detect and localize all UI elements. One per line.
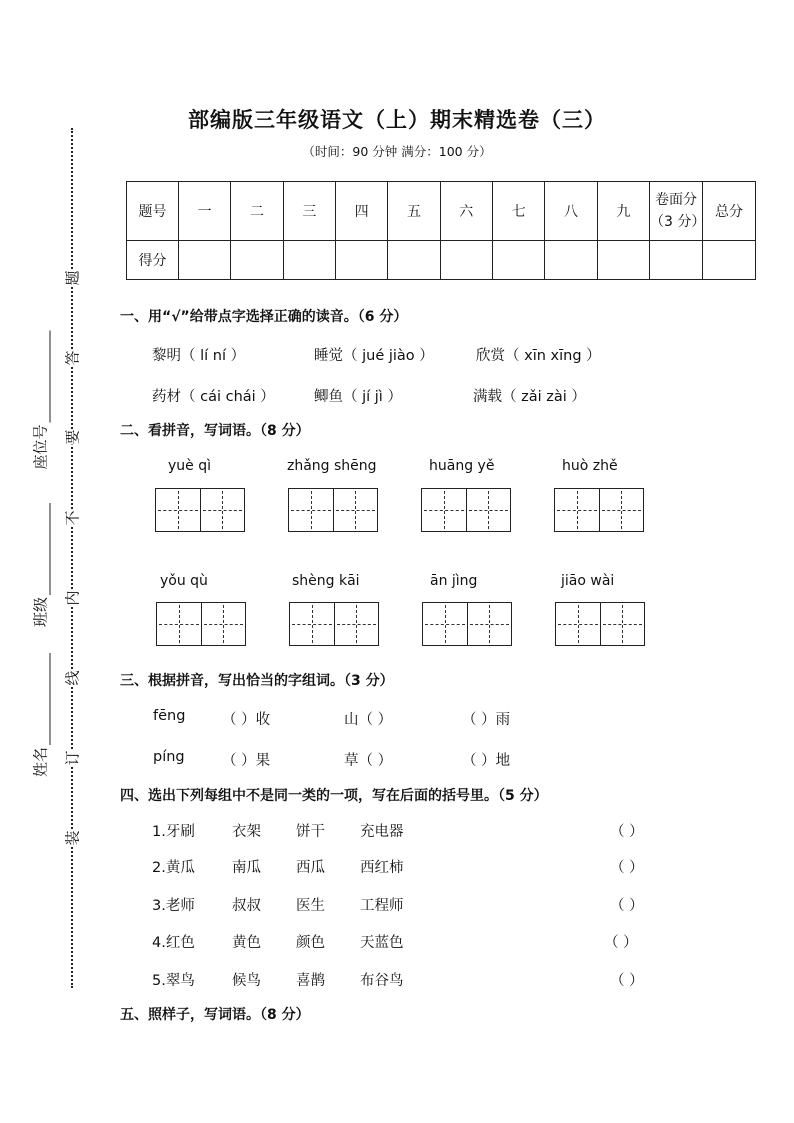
pinyin-word-3: huāng yě [429,458,495,474]
s4-r4-answer[interactable]: （ ） [604,935,638,951]
question-number-label: 题号 [127,182,179,241]
s3-row1-blank-1[interactable]: （ ）收 [222,712,271,728]
score-cell-8[interactable] [545,241,597,280]
s3-row1-pinyin: fēng [153,708,186,724]
s1-item-4: 药材（ cái chái ） [152,389,275,405]
score-cell-1[interactable] [179,241,231,280]
s4-r1-word-4: 充电器 [360,824,404,840]
col-4: 四 [335,182,387,241]
seat-number-field[interactable] [30,330,51,469]
s4-r4-word-4: 天蓝色 [360,935,404,951]
col-5: 五 [388,182,440,241]
s4-r3-word-3: 医生 [296,898,325,914]
score-cell-6[interactable] [440,241,492,280]
s4-r4-word-2: 黄色 [232,935,261,951]
s1-item-5: 鲫鱼（ jí jì ） [314,389,402,405]
section-4-heading: 四、选出下列每组中不是同一类的一项，写在后面的括号里。（5 分） [120,788,548,804]
section-5-heading: 五、照样子，写词语。（8 分） [120,1007,310,1023]
writing-grid-7[interactable] [422,602,512,646]
score-table [126,181,756,280]
writing-grid-4[interactable] [554,488,644,532]
pinyin-word-2: zhǎng shēng [287,458,377,474]
score-cell-total[interactable] [703,241,756,280]
seal-char-7: 订 [60,750,85,765]
seal-char-2: 答 [60,350,85,365]
seal-char-4: 不 [60,510,85,525]
s4-r3-word-4: 工程师 [360,898,404,914]
writing-grid-1[interactable] [155,488,245,532]
pinyin-word-6: shèng kāi [292,573,360,589]
page-title: 部编版三年级语文（上）期末精选卷（三） [188,107,606,132]
name-label: 姓名 [31,746,50,778]
col-3: 三 [283,182,335,241]
s3-row2-pinyin: píng [153,749,185,765]
s4-r5-word-1: 5.翠鸟 [152,973,195,989]
neatness-points: （3 分） [650,214,706,230]
seal-char-6: 线 [60,670,85,685]
col-2: 二 [231,182,283,241]
seat-number-label: 座位号 [31,424,50,470]
s4-r2-word-2: 南瓜 [232,860,261,876]
score-cell-9[interactable] [597,241,649,280]
score-cell-2[interactable] [231,241,283,280]
section-2-heading: 二、看拼音，写词语。（8 分） [120,423,310,439]
neatness-score-header [650,182,706,241]
s4-r5-word-3: 喜鹊 [296,973,325,989]
writing-grid-8[interactable] [555,602,645,646]
writing-grid-6[interactable] [289,602,379,646]
s1-item-3: 欣赏（ xīn xīng ） [476,348,601,364]
pinyin-word-8: jiāo wài [561,573,615,589]
s4-r5-word-4: 布谷鸟 [360,973,404,989]
s1-item-1: 黎明（ lí ní ） [152,348,246,364]
s3-row1-blank-2[interactable]: 山（ ） [344,712,393,728]
score-cell-neatness[interactable] [650,241,703,280]
writing-grid-3[interactable] [421,488,511,532]
col-9: 九 [597,182,649,241]
class-label: 班级 [31,596,50,628]
s3-row2-blank-1[interactable]: （ ）果 [222,753,271,769]
s4-r1-word-2: 衣架 [232,824,261,840]
s4-r5-word-2: 候鸟 [232,973,261,989]
s4-r3-word-2: 叔叔 [232,898,261,914]
s4-r2-word-4: 西红柿 [360,860,404,876]
name-field[interactable] [30,653,51,777]
section-3-heading: 三、根据拼音，写出恰当的字组词。（3 分） [120,673,394,689]
score-table-score-row [127,241,756,280]
col-8: 八 [545,182,597,241]
s3-row2-blank-3[interactable]: （ ）地 [462,753,511,769]
s4-r4-word-1: 4.红色 [152,935,195,951]
s3-row1-blank-3[interactable]: （ ）雨 [462,712,511,728]
s4-r1-word-1: 1.牙刷 [152,824,195,840]
writing-grid-5[interactable] [156,602,246,646]
section-1-heading: 一、用“√”给带点字选择正确的读音。（6 分） [120,309,408,325]
seal-char-8: 装 [60,830,85,845]
score-cell-4[interactable] [335,241,387,280]
pinyin-word-7: ān jìng [430,573,478,589]
s4-r3-answer[interactable]: （ ） [610,898,644,914]
score-table-header-row [127,182,756,241]
score-cell-5[interactable] [388,241,440,280]
s4-r5-answer[interactable]: （ ） [610,973,644,989]
score-cell-7[interactable] [492,241,544,280]
score-cell-3[interactable] [283,241,335,280]
s4-r3-word-1: 3.老师 [152,898,195,914]
s1-item-6: 满载（ zǎi zài ） [473,389,586,405]
seal-char-1: 题 [60,270,85,285]
s4-r4-word-3: 颜色 [296,935,325,951]
class-field[interactable] [30,503,51,627]
writing-grid-2[interactable] [288,488,378,532]
s4-r1-answer[interactable]: （ ） [610,824,644,840]
seal-char-3: 要 [60,429,85,444]
s4-r2-word-3: 西瓜 [296,860,325,876]
pinyin-word-1: yuè qì [168,458,211,474]
col-1: 一 [179,182,231,241]
exam-info: （时间：90 分钟 满分：100 分） [302,144,492,159]
s4-r2-answer[interactable]: （ ） [610,860,644,876]
s4-r1-word-3: 饼干 [296,824,325,840]
score-label: 得分 [127,241,179,280]
seal-char-5: 内 [60,590,85,605]
col-6: 六 [440,182,492,241]
neatness-label: 卷面分 [655,192,697,208]
total-score-header: 总分 [703,182,756,241]
s3-row2-blank-2[interactable]: 草（ ） [344,753,393,769]
col-7: 七 [492,182,544,241]
pinyin-word-4: huò zhě [562,458,618,474]
s4-r2-word-1: 2.黄瓜 [152,860,195,876]
binding-dotted-line [71,128,73,988]
s1-item-2: 睡觉（ jué jiào ） [314,348,434,364]
pinyin-word-5: yǒu qù [160,573,208,589]
